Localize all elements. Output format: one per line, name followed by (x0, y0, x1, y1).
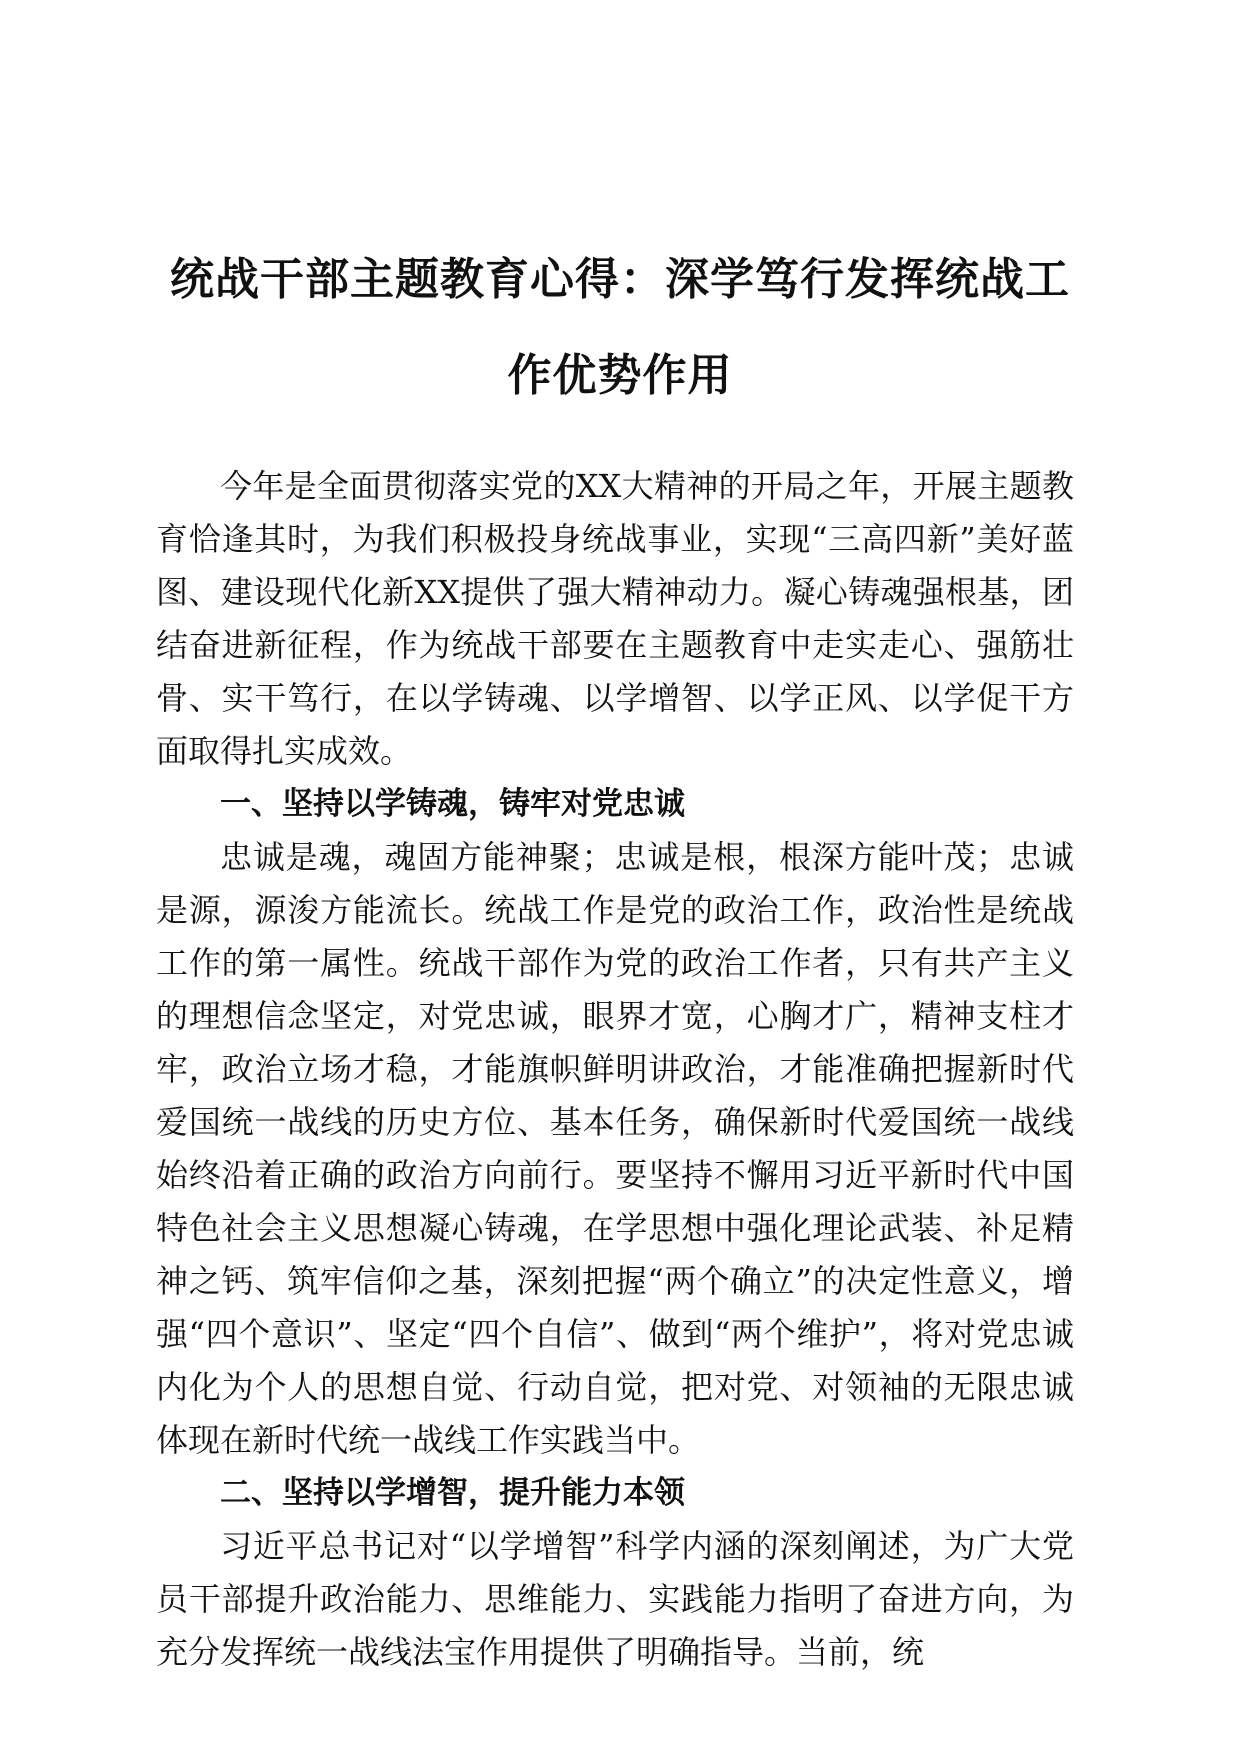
section-2-heading: 二、坚持以学增智，提升能力本领 (220, 1475, 685, 1511)
document-body (156, 460, 1074, 1679)
section-1-paragraph: 忠诚是魂，魂固方能神聚；忠诚是根，根深方能叶茂；忠诚是源，源浚方能流长。统战工作是党的政治工作，政治性是统战工作的第一属性。统战干部作为党的政治工作者，只有共产主义的理想信念坚定，对党忠诚，眼界才宽，心胸才广，精神支柱才牢，政治立场才稳，才能旗帜鲜明讲政治，才能准确把握新时代爱国统一战线的历史方位、基本任务，确保新时代爱国统一战线始终沿着正确的政治方向前行。要坚持不懈用习近平新时代中国特色社会主义思想凝心铸魂，在学思想中强化理论武装、补足精神之钙、筑牢信仰之基，深刻把握“两个确立”的决定性意义，增强“四个意识”、坚定“四个自信”、做到“两个维护”，将对党忠诚内化为个人的思想自觉、行动自觉，把对党、对领袖的无限忠诚体现在新时代统一战线工作实践当中。 (156, 838, 1074, 1459)
title-line-2: 作优势作用 (507, 350, 733, 401)
intro-paragraph: 今年是全面贯彻落实党的XX大精神的开局之年，开展主题教育恰逢其时，为我们积极投身统战事业，实现“三高四新”美好蓝图、建设现代化新XX提供了强大精神动力。凝心铸魂强根基，团结奋进新征程，作为统战干部要在主题教育中走实走心、强筋壮骨、实干笃行，在以学铸魂、以学增智、以学正风、以学促干方面取得扎实成效。 (156, 467, 1074, 770)
section-2-paragraph: 习近平总书记对“以学增智”科学内涵的深刻阐述，为广大党员干部提升政治能力、思维能力、实践能力指明了奋进方向，为充分发挥统一战线法宝作用提供了明确指导。当前，统 (156, 1527, 1074, 1671)
document-title (150, 232, 1090, 424)
title-line-1: 统战干部主题教育心得：深学笃行发挥统战工 (170, 254, 1070, 305)
section-1-heading: 一、坚持以学铸魂，铸牢对党忠诚 (220, 786, 685, 822)
